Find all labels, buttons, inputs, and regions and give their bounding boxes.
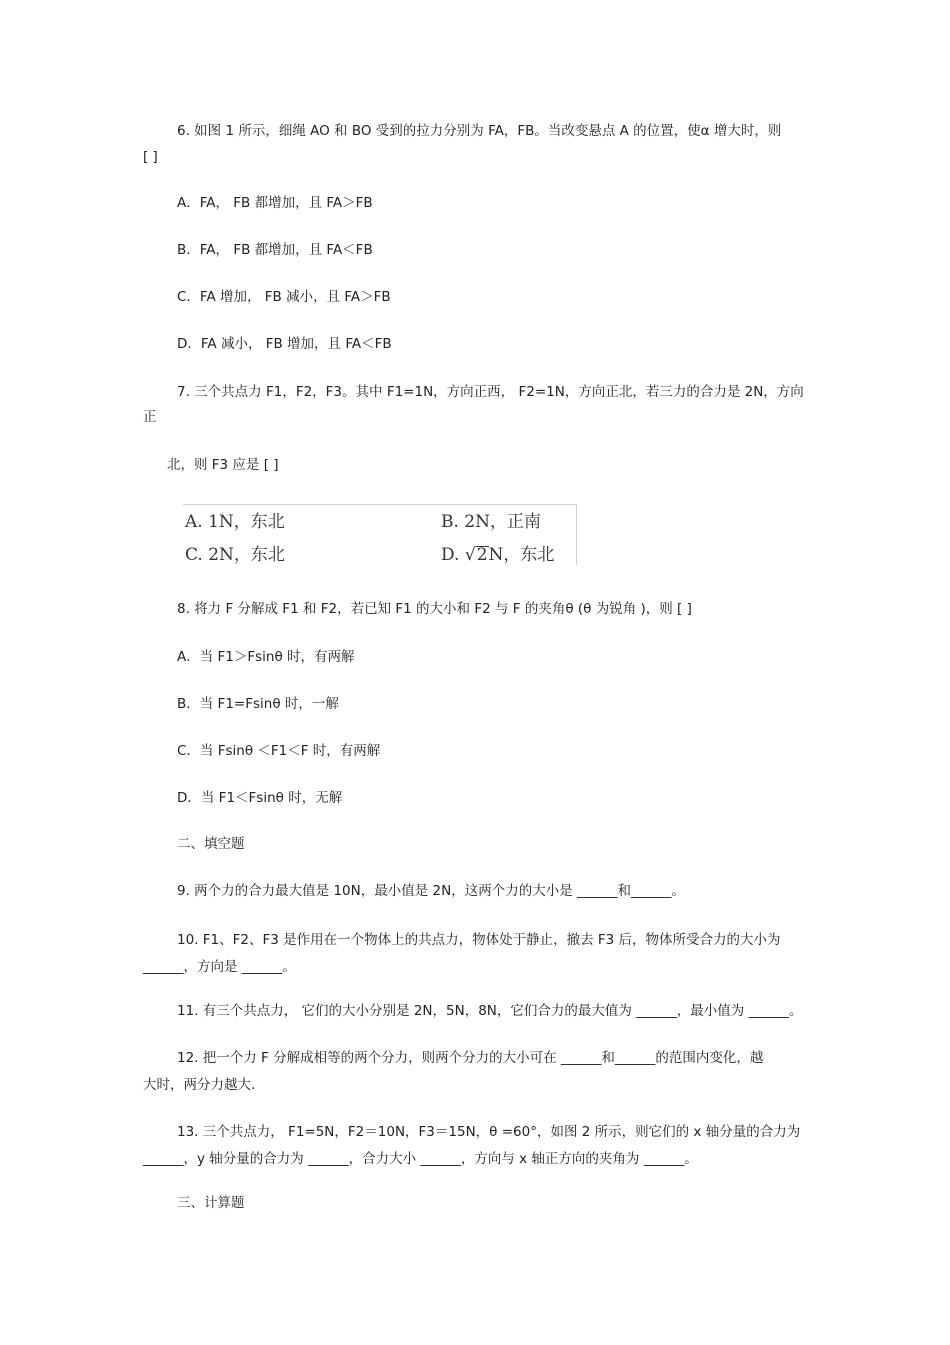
q7-option-b: B. 2N，正南 [441,512,541,532]
q8-option-b: B．当 F1=Fsinθ 时，一解 [177,696,339,712]
q12-line2: 大时，两分力越大. [143,1077,256,1093]
q13-line2: ______，y 轴分量的合力为 ______，合力大小 ______，方向与 x 轴正方向的夹角为 ______。 [143,1151,698,1167]
q6-option-c: C．FA 增加， FB 减小，且 FA＞FB [177,289,391,305]
q7-stem-cont: 北，则 F3 应是 [ ] [167,457,279,473]
q13-line1: 13. 三个共点力， F1=5N，F2＝10N，F3＝15N，θ =60°，如图 2 所示，则它们的 x 轴分量的合力为 [177,1124,801,1140]
q7-option-d-radicand: 2 [476,545,488,565]
q7-stem: 7. 三个共点力 F1，F2，F3。其中 F1=1N，方向正西， F2=1N，方向正北，若三力的合力是 2N，方向 [177,384,804,400]
q6-option-d: D．FA 减小， FB 增加，且 FA＜FB [177,336,392,352]
q6-stem: 6. 如图 1 所示，细绳 AO 和 BO 受到的拉力分别为 FA，FB。当改变悬点 A 的位置，使α 增大时，则 [177,123,782,139]
q7-option-d-suffix: N，东北 [488,545,555,565]
q8-option-d: D．当 F1＜Fsinθ 时，无解 [177,790,343,806]
q8-stem: 8. 将力 F 分解成 F1 和 F2，若已知 F1 的大小和 F2 与 F 的夹角θ (θ 为锐角 )，则 [ ] [177,601,692,617]
q7-option-d [441,540,554,565]
q7-option-c: C. 2N，东北 [185,545,285,565]
q10-line2: ______，方向是 ______。 [143,959,296,975]
section-fill-blank-heading: 二、填空题 [177,836,245,852]
q8-option-a: A．当 F1＞Fsinθ 时，有两解 [177,649,355,665]
q10-line1: 10. F1、F2、F3 是作用在一个物体上的共点力，物体处于静止，撤去 F3 后，物体所受合力的大小为 [177,932,781,948]
q8-option-c: C．当 Fsinθ ＜F1＜F 时，有两解 [177,743,381,759]
q7-options-box [183,504,577,565]
q6-option-a: A．FA， FB 都增加，且 FA＞FB [177,195,373,211]
q7-option-d-prefix: D. [441,545,465,565]
q6-option-b: B．FA， FB 都增加，且 FA＜FB [177,242,373,258]
q7-stem-wrap: 正 [143,409,157,425]
q9: 9. 两个力的合力最大值是 10N，最小值是 2N，这两个力的大小是 ______和______。 [177,883,686,899]
q12-line1: 12. 把一个力 F 分解成相等的两个分力，则两个分力的大小可在 ______和______的范围内变化，越 [177,1050,764,1066]
q6-bracket: [ ] [143,149,158,165]
q7-option-a: A. 1N，东北 [185,512,285,532]
sqrt-icon: √ [464,545,476,565]
section-calc-heading: 三、计算题 [177,1195,245,1211]
q11: 11. 有三个共点力， 它们的大小分别是 2N，5N，8N，它们合力的最大值为 ______，最小值为 ______。 [177,1003,803,1019]
